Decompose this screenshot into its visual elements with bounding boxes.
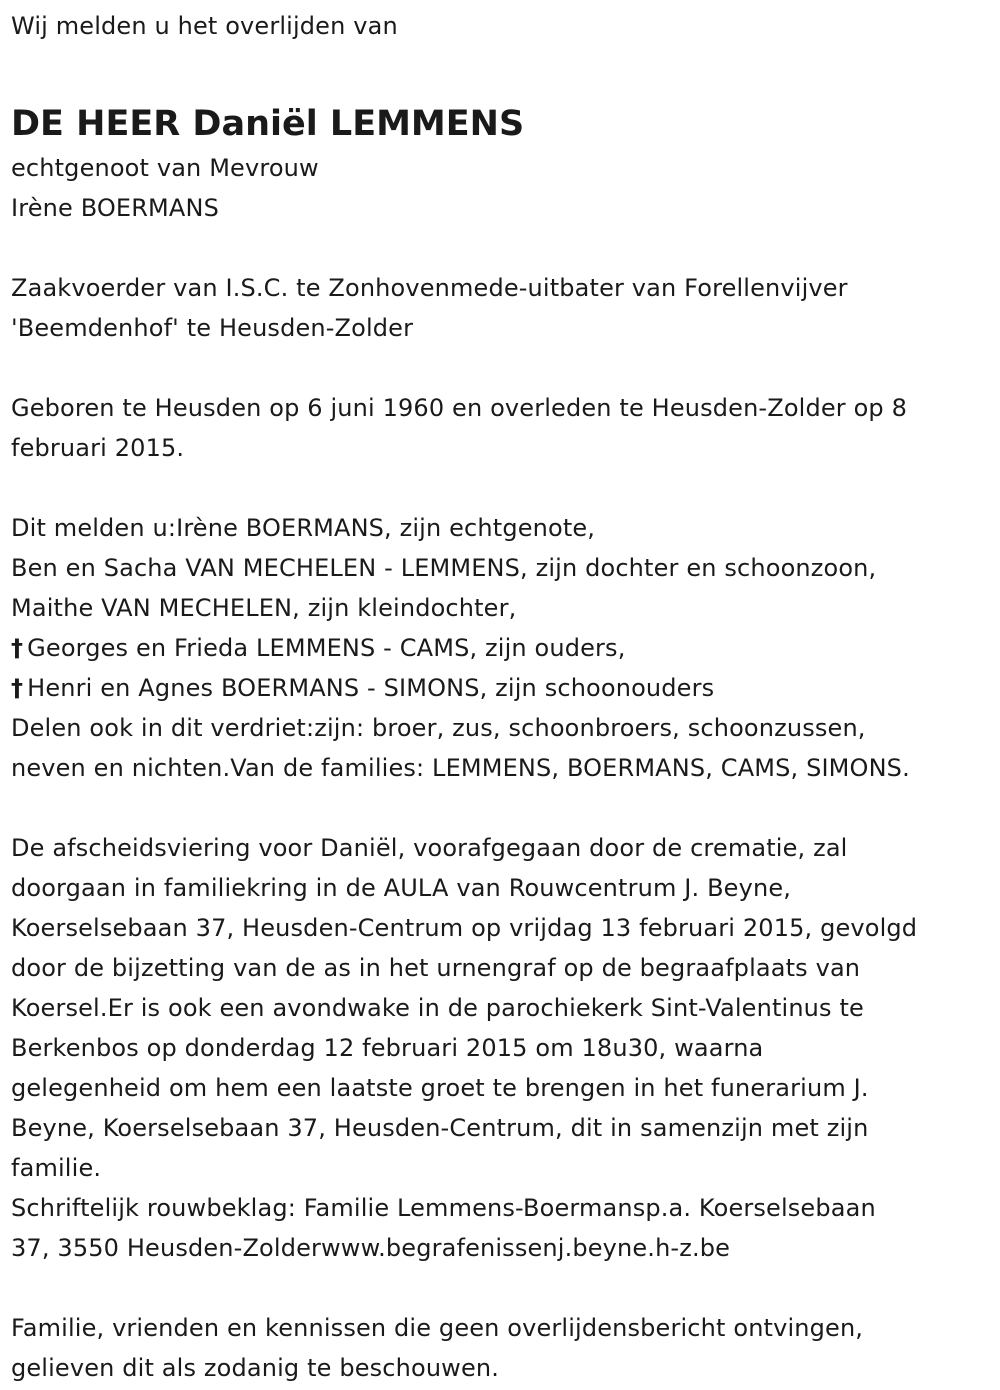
family-line-6: Delen ook in dit verdriet:zijn: broer, zus, schoonbroers, schoonzussen, [11,714,866,742]
ceremony-line: Beyne, Koerselsebaan 37, Heusden-Centrum, dit in samenzijn met zijn [11,1114,869,1142]
family-line-7: neven en nichten.Van de families: LEMMENS, BOERMANS, CAMS, SIMONS. [11,754,910,782]
closing-line-2: gelieven dit als zodanig te beschouwen. [11,1354,500,1382]
closing-line-1: Familie, vrienden en kennissen die geen overlijdensbericht ontvingen, [11,1314,864,1342]
spacer [11,348,993,388]
family-line-4 [11,628,993,668]
ceremony-line: doorgaan in familiekring in de AULA van Rouwcentrum J. Beyne, [11,874,792,902]
family-line-1: Dit melden u:Irène BOERMANS, zijn echtgenote, [11,514,596,542]
ceremony-line: familie. [11,1154,102,1182]
parents-text: Georges en Frieda LEMMENS - CAMS, zijn ouders, [27,634,626,662]
birth-death-line-1: Geboren te Heusden op 6 juni 1960 en overleden te Heusden-Zolder op 8 [11,394,907,422]
intro-text: Wij melden u het overlijden van [11,12,398,40]
ceremony-line: Koersel.Er is ook een avondwake in de parochiekerk Sint-Valentinus te [11,994,864,1022]
spacer [11,788,993,828]
condolence-line: 37, 3550 Heusden-Zolderwww.begrafenissenj.beyne.h-z.be [11,1234,731,1262]
cross-icon: † [11,634,24,662]
occupation-line-2: 'Beemdenhof' te Heusden-Zolder [11,314,414,342]
birth-death-line-2: februari 2015. [11,434,185,462]
parents-in-law-text: Henri en Agnes BOERMANS - SIMONS, zijn schoonouders [27,674,715,702]
spouse-line-2: Irène BOERMANS [11,194,219,222]
family-line-5 [11,668,993,708]
condolence-line: Schriftelijk rouwbeklag: Familie Lemmens-Boermansp.a. Koerselsebaan [11,1194,876,1222]
ceremony-line: gelegenheid om hem een laatste groet te brengen in het funerarium J. [11,1074,869,1102]
occupation-line-1: Zaakvoerder van I.S.C. te Zonhovenmede-uitbater van Forellenvijver [11,274,848,302]
ceremony-line: De afscheidsviering voor Daniël, voorafgegaan door de crematie, zal [11,834,848,862]
spouse-line-1: echtgenoot van Mevrouw [11,154,319,182]
deceased-name: DE HEER Daniël LEMMENS [11,104,525,144]
ceremony-line: Koerselsebaan 37, Heusden-Centrum op vrijdag 13 februari 2015, gevolgd [11,914,918,942]
spacer [11,468,993,508]
ceremony-line: door de bijzetting van de as in het urnengraf op de begraafplaats van [11,954,861,982]
family-line-3: Maithe VAN MECHELEN, zijn kleindochter, [11,594,517,622]
cross-icon: † [11,674,24,702]
spacer [11,228,993,268]
ceremony-line: Berkenbos op donderdag 12 februari 2015 om 18u30, waarna [11,1034,764,1062]
family-line-2: Ben en Sacha VAN MECHELEN - LEMMENS, zijn dochter en schoonzoon, [11,554,877,582]
obituary-document [11,0,993,1388]
spacer [11,1268,993,1308]
